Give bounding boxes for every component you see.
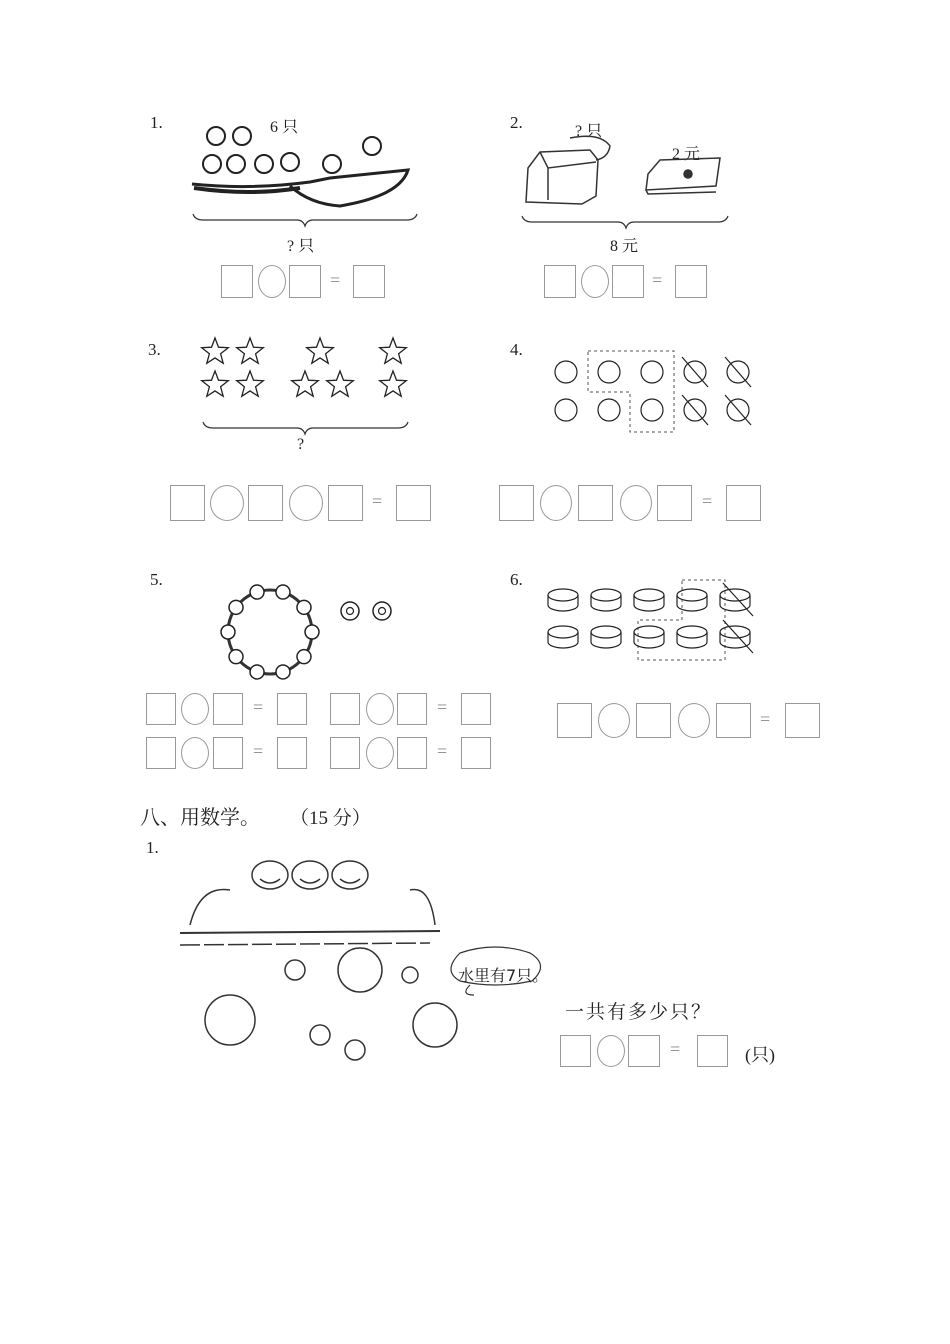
problem-2-total-label: 8 元 xyxy=(610,238,639,255)
operator-circle[interactable] xyxy=(289,485,323,521)
answer-number-box[interactable] xyxy=(716,703,751,738)
answer-number-box[interactable] xyxy=(397,737,427,769)
answer-number-box[interactable] xyxy=(628,1035,660,1067)
answer-number-box[interactable] xyxy=(248,485,283,521)
operator-circle[interactable] xyxy=(258,265,286,298)
answer-number-box[interactable] xyxy=(277,693,307,725)
section-question: 一共有多少只？ xyxy=(565,1001,713,1023)
answer-number-box[interactable] xyxy=(557,703,592,738)
answer-number-box[interactable] xyxy=(213,737,243,769)
answer-unit: (只) xyxy=(745,1045,775,1065)
answer-number-box[interactable] xyxy=(146,693,176,725)
problem-1-total-label: ? 只 xyxy=(287,238,315,255)
operator-circle[interactable] xyxy=(620,485,652,521)
answer-number-box[interactable] xyxy=(221,265,253,298)
coin-top xyxy=(634,626,664,638)
operator-circle[interactable] xyxy=(181,693,209,725)
answer-number-box[interactable] xyxy=(397,693,427,725)
answer-number-box[interactable] xyxy=(330,693,360,725)
coin-icon xyxy=(548,595,578,611)
answer-number-box[interactable] xyxy=(328,485,363,521)
problem-3-number: 3. xyxy=(148,340,161,359)
answer-number-box[interactable] xyxy=(277,737,307,769)
answer-number-box[interactable] xyxy=(330,737,360,769)
problem-1-number: 1. xyxy=(150,113,163,132)
equals-sign: = xyxy=(437,741,448,761)
answer-number-box[interactable] xyxy=(636,703,671,738)
problem-1-top-label: 6 只 xyxy=(270,119,299,136)
answer-number-box[interactable] xyxy=(170,485,205,521)
operator-circle[interactable] xyxy=(581,265,609,298)
coin-top xyxy=(548,589,578,601)
operator-circle[interactable] xyxy=(181,737,209,769)
operator-circle[interactable] xyxy=(366,737,394,769)
problem-2-number: 2. xyxy=(510,113,523,132)
operator-circle[interactable] xyxy=(597,1035,625,1067)
answer-number-box[interactable] xyxy=(697,1035,728,1067)
coin-top xyxy=(548,626,578,638)
problem-2-bag-label: ? 只 xyxy=(575,123,603,140)
answer-number-box[interactable] xyxy=(612,265,644,298)
equals-sign: = xyxy=(330,269,341,290)
coin-top xyxy=(634,589,664,601)
answer-number-box[interactable] xyxy=(657,485,692,521)
operator-circle[interactable] xyxy=(366,693,394,725)
answer-number-box[interactable] xyxy=(396,485,431,521)
problem-5-number: 5. xyxy=(150,570,163,589)
operator-circle[interactable] xyxy=(678,703,710,738)
answer-number-box[interactable] xyxy=(213,693,243,725)
problem-4-number: 4. xyxy=(510,340,523,359)
answer-number-box[interactable] xyxy=(675,265,707,298)
coin-icon xyxy=(548,632,578,648)
problem-6-number: 6. xyxy=(510,570,523,589)
answer-number-box[interactable] xyxy=(461,693,491,725)
answer-number-box[interactable] xyxy=(146,737,176,769)
coin-top xyxy=(720,626,750,638)
problem-3-total-label: ? xyxy=(297,436,305,453)
answer-number-box[interactable] xyxy=(499,485,534,521)
coin-top xyxy=(591,626,621,638)
answer-number-box[interactable] xyxy=(560,1035,591,1067)
section-points: （15 分） xyxy=(290,808,371,829)
answer-number-box[interactable] xyxy=(289,265,321,298)
operator-circle[interactable] xyxy=(598,703,630,738)
equals-sign: = xyxy=(372,491,383,511)
coin-icon xyxy=(677,595,707,611)
equals-sign: = xyxy=(437,697,448,717)
coin-icon xyxy=(634,595,664,611)
section-problem-number: 1. xyxy=(146,838,159,857)
answer-number-box[interactable] xyxy=(353,265,385,298)
answer-number-box[interactable] xyxy=(461,737,491,769)
equals-sign: = xyxy=(702,491,713,511)
answer-number-box[interactable] xyxy=(578,485,613,521)
equals-sign: = xyxy=(253,741,264,761)
frog-icon xyxy=(252,861,368,889)
section-title: 八、用数学。 xyxy=(140,805,260,829)
operator-circle[interactable] xyxy=(210,485,244,521)
equals-sign: = xyxy=(760,708,771,729)
answer-number-box[interactable] xyxy=(544,265,576,298)
equals-sign: = xyxy=(652,269,663,290)
frogs-pond-illustration xyxy=(170,845,470,1080)
coin-icon xyxy=(591,595,621,611)
coin-top xyxy=(720,589,750,601)
operator-circle[interactable] xyxy=(540,485,572,521)
coin-icon xyxy=(591,632,621,648)
answer-number-box[interactable] xyxy=(726,485,761,521)
coin-icon xyxy=(677,632,707,648)
coin-top xyxy=(591,589,621,601)
equals-sign: = xyxy=(670,1039,681,1059)
speech-bubble-text: 水里有7只。 xyxy=(458,966,549,985)
coin-top xyxy=(677,626,707,638)
equals-sign: = xyxy=(253,697,264,717)
answer-number-box[interactable] xyxy=(785,703,820,738)
problem-2-box-label: 2 元 xyxy=(672,146,701,163)
